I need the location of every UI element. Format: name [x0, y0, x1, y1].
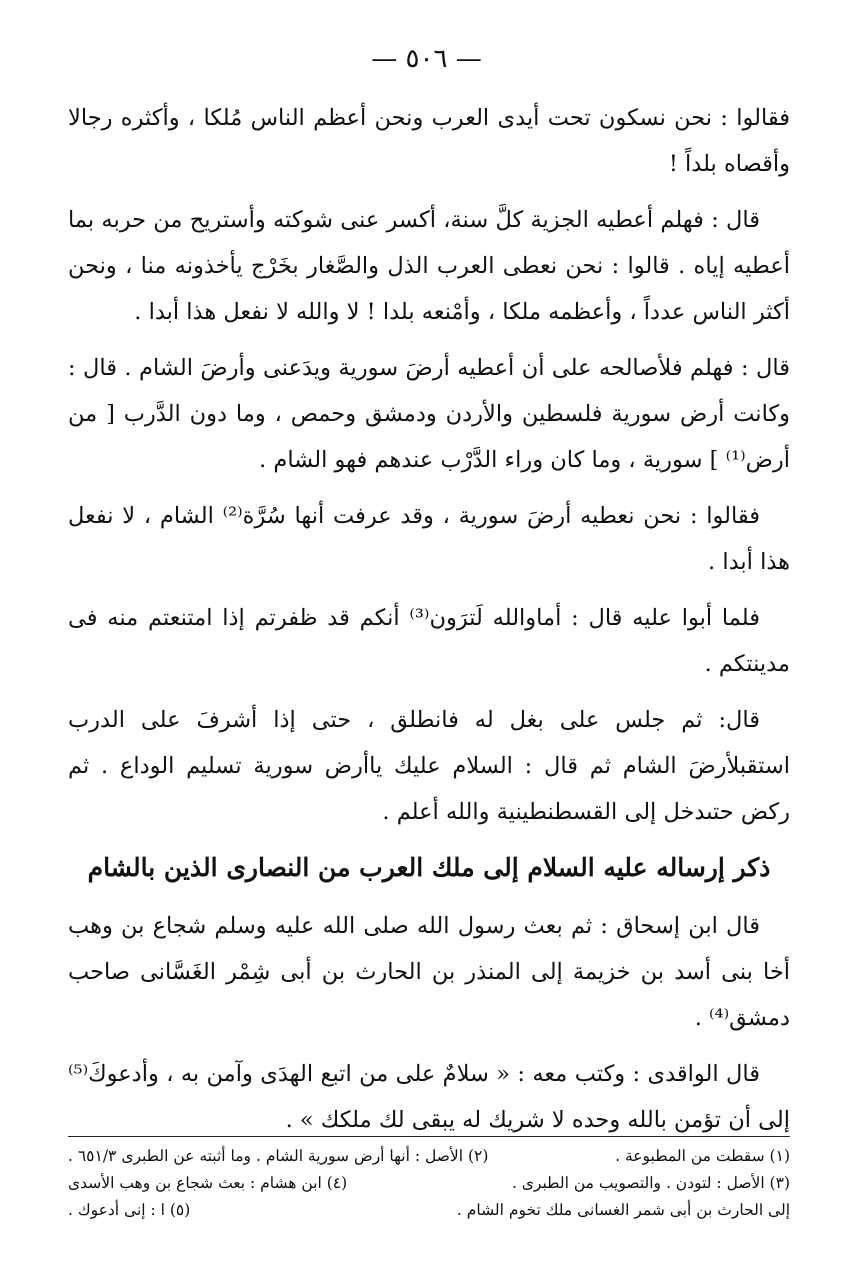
- page-number: — ٥٠٦ —: [371, 44, 482, 74]
- footnote-2: (٢) الأصل : أنها أرض سورية الشام . وما أثبته عن الطبرى ٦٥١/٣ .: [68, 1147, 489, 1165]
- paragraph-8: قال الواقدى : وكتب معه : « سلامٌ على من اتبع الهدَى وآمن به ، وأدعوكَ⁽⁵⁾ إلى أن تؤمن بالله وحده لا شريك له يبقى لك ملكك » .: [68, 1061, 790, 1133]
- footnote-4: (٤) ابن هشام : بعث شجاع بن وهب الأسدى: [68, 1174, 348, 1192]
- paragraph-6: قال: ثم جلس على بغل له فانطلق ، حتى إذا أشرفَ على الدرب استقبلأرضَ الشام ثم قال : السلام عليك ياأرض سورية تسليم الوداع . ثم ركض حتىدخل إلى القسطنطينية والله أعلم .: [68, 707, 790, 825]
- footnote-row: [68, 1170, 790, 1197]
- section-heading: ذكر إرساله عليه السلام إلى ملك العرب من النصارى الذين بالشام: [87, 853, 771, 882]
- footnote-4-continued: إلى الحارث بن أبى شمر الغسانى ملك تخوم الشام .: [456, 1201, 790, 1219]
- paragraph-5: فلما أبوا عليه قال : أماوالله لَترَون⁽³⁾ أنكم قد ظفرتم إذا امتنعتم منه فى مدينتكم .: [68, 605, 790, 677]
- footnote-row: [68, 1143, 790, 1170]
- paragraph-2: قال : فهلم أعطيه الجزية كلَّ سنة، أكسر عنى شوكته وأستريح من حربه بما أعطيه إياه . قالوا : نحن نعطى العرب الذل والصَّغار بخَرْج يأخذونه منا ، ونحن أكثر الناس عدداً ، وأعظمه ملكا ، وأمْنعه بلدا ! لا والله لا نفعل هذا أبدا .: [68, 207, 790, 325]
- footnote-5: (٥) ا : إنى أدعوك .: [68, 1201, 191, 1219]
- footnote-1: (١) سقطت من المطبوعة .: [615, 1147, 790, 1165]
- footnotes: [68, 1136, 790, 1224]
- paragraph-4: فقالوا : نحن نعطيه أرضَ سورية ، وقد عرفت أنها سُرَّة⁽²⁾ الشام ، لا نفعل هذا أبدا .: [68, 503, 790, 575]
- paragraph-3: قال : فهلم فلأصالحه على أن أعطيه أرضَ سورية ويدَعنى وأرضَ الشام . قال : وكانت أرض سورية فلسطين والأردن ودمشق وحمص ، وما دون الدَّرب [ من أرض⁽¹⁾ ] سورية ، وما كان وراء الدَّرْب عندهم فهو الشام .: [68, 355, 790, 473]
- main-text: [68, 95, 790, 1153]
- paragraph-1: فقالوا : نحن نسكون تحت أيدى العرب ونحن أعظم الناس مُلكا ، وأكثره رجالا وأقصاه بلداً !: [68, 105, 790, 177]
- footnote-row: [68, 1197, 790, 1224]
- footnote-3: (٣) الأصل : لتودن . والتصويب من الطبرى .: [511, 1174, 790, 1192]
- paragraph-7: قال ابن إسحاق : ثم بعث رسول الله صلى الله عليه وسلم شجاع بن وهب أخا بنى أسد بن خزيمة إلى المنذر بن الحارث بن أبى شِمْر الغَسَّانى صاحب دمشق⁽⁴⁾ .: [68, 913, 790, 1031]
